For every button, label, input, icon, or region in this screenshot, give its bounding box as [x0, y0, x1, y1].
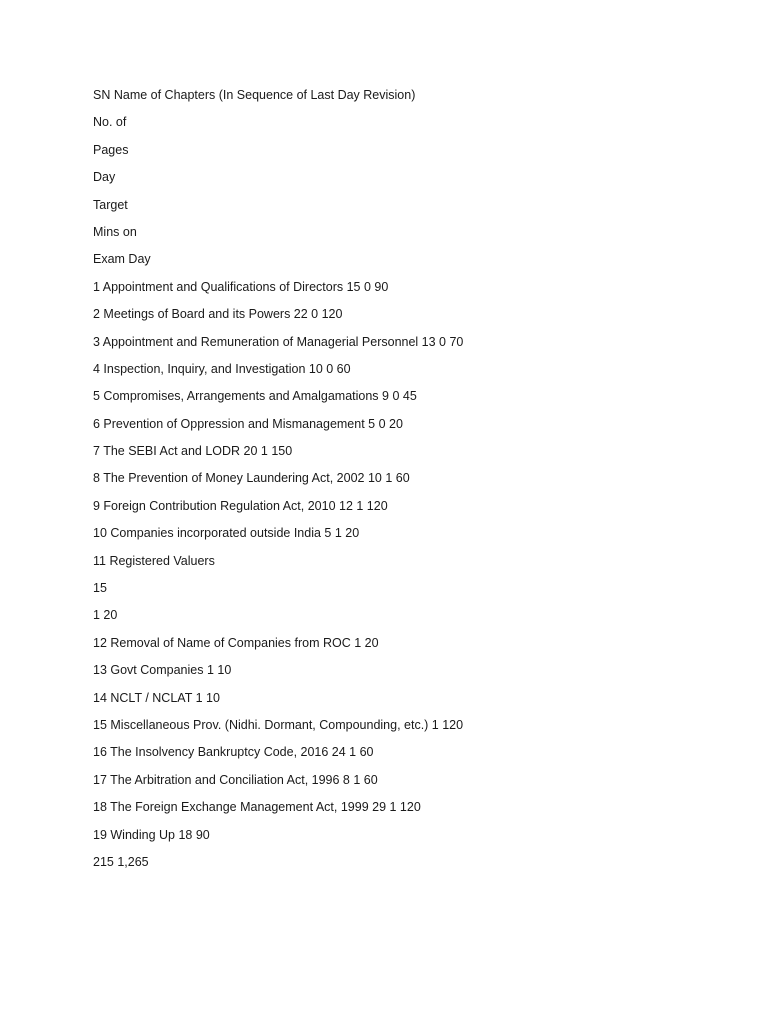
header-line-exam-day: Exam Day — [93, 252, 151, 267]
header-line-day: Day — [93, 170, 116, 185]
header-line-target: Target — [93, 197, 128, 212]
document-body — [93, 86, 733, 880]
table-header-line: SN Name of Chapters (In Sequence of Last Day Revision) — [93, 88, 416, 102]
chapter-row-5: 5 Compromises, Arrangements and Amalgamations 9 0 45 — [93, 389, 417, 404]
chapter-row-19: 19 Winding Up 18 90 — [93, 827, 210, 842]
chapter-row-11-day-mins: 1 20 — [93, 608, 118, 623]
header-line-pages: Pages — [93, 142, 129, 157]
chapter-row-7: 7 The SEBI Act and LODR 20 1 150 — [93, 444, 293, 459]
chapter-row-11-pages: 15 — [93, 581, 107, 596]
chapter-row-1: 1 Appointment and Qualifications of Directors 15 0 90 — [93, 279, 389, 294]
header-line-mins-on: Mins on — [93, 224, 137, 239]
chapter-row-16: 16 The Insolvency Bankruptcy Code, 2016 24 1 60 — [93, 745, 374, 760]
chapter-row-3: 3 Appointment and Remuneration of Managerial Personnel 13 0 70 — [93, 334, 464, 349]
chapter-row-18: 18 The Foreign Exchange Management Act, 1999 29 1 120 — [93, 800, 421, 815]
chapter-row-11: 11 Registered Valuers — [93, 553, 215, 568]
chapter-row-10: 10 Companies incorporated outside India 5 1 20 — [93, 526, 360, 541]
chapter-row-15: 15 Miscellaneous Prov. (Nidhi. Dormant, Compounding, etc.) 1 120 — [93, 717, 464, 732]
chapter-row-12: 12 Removal of Name of Companies from ROC 1 20 — [93, 635, 379, 650]
chapter-row-14: 14 NCLT / NCLAT 1 10 — [93, 690, 220, 705]
totals-row: 215 1,265 — [93, 854, 149, 869]
chapter-row-17: 17 The Arbitration and Conciliation Act, 1996 8 1 60 — [93, 772, 378, 787]
chapter-row-6: 6 Prevention of Oppression and Mismanagement 5 0 20 — [93, 416, 403, 431]
chapter-row-2: 2 Meetings of Board and its Powers 22 0 120 — [93, 307, 343, 322]
chapter-row-8: 8 The Prevention of Money Laundering Act, 2002 10 1 60 — [93, 471, 410, 486]
header-line-no-of: No. of — [93, 115, 127, 130]
chapter-row-9: 9 Foreign Contribution Regulation Act, 2010 12 1 120 — [93, 498, 388, 513]
chapter-row-13: 13 Govt Companies 1 10 — [93, 663, 232, 678]
chapter-row-4: 4 Inspection, Inquiry, and Investigation 10 0 60 — [93, 361, 351, 376]
